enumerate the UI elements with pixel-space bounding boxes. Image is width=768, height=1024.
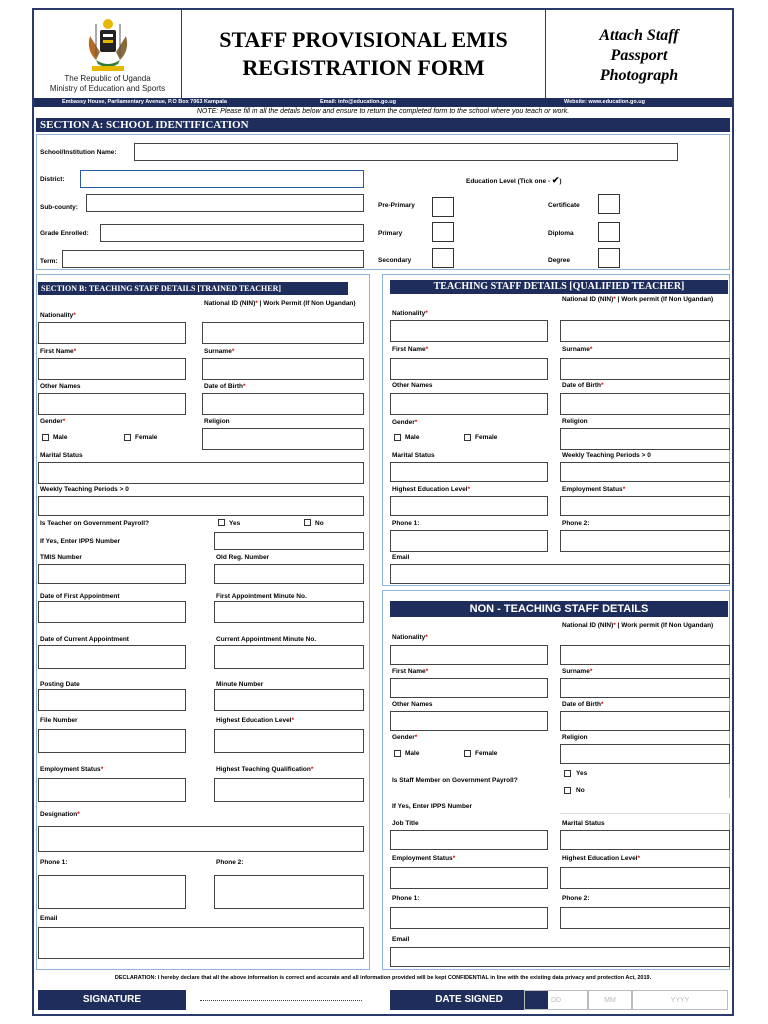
coat-of-arms-icon	[82, 16, 134, 74]
b-highest-edu-text: Highest Education Level	[216, 717, 292, 724]
b-old-reg-field[interactable]	[214, 564, 364, 584]
b-marital-field[interactable]	[38, 462, 364, 484]
b-current-appt-min-label: Current Appointment Minute No.	[216, 636, 317, 643]
q-male-label: Male	[405, 434, 420, 441]
b-employment-text: Employment Status	[40, 766, 101, 773]
b-first-name-required: *	[73, 348, 77, 355]
b-nationality-text: Nationality	[40, 312, 74, 319]
b-gender-text: Gender	[40, 418, 63, 425]
section-b-title: SECTION B: TEACHING STAFF DETAILS [TRAINED TEACHER]	[38, 282, 348, 295]
n-nin-text: National ID (NIN)	[562, 622, 614, 629]
n-payroll-label: Is Staff Member on Government Payroll?	[392, 777, 518, 784]
b-first-appt-field[interactable]	[38, 601, 186, 623]
b-female-label: Female	[135, 434, 158, 441]
n-other-names-field[interactable]	[390, 711, 548, 731]
b-highest-edu-required: *	[291, 717, 295, 724]
header-logo-block	[34, 10, 182, 98]
n-employment-field[interactable]	[390, 867, 548, 889]
b-male-checkbox[interactable]	[42, 434, 49, 441]
n-phone2-label: Phone 2:	[562, 895, 590, 902]
q-nin-label	[562, 296, 722, 304]
section-a-title: SECTION A: SCHOOL IDENTIFICATION	[36, 118, 730, 132]
ministry-name	[34, 74, 181, 94]
n-male-checkbox[interactable]	[394, 750, 401, 757]
date-year-field[interactable]: YYYY	[632, 990, 728, 1010]
b-nin-required: *	[255, 300, 258, 307]
b-surname-required: *	[231, 348, 235, 355]
n-first-name-field[interactable]	[390, 678, 548, 698]
b-employment-field[interactable]	[38, 778, 186, 802]
degree-label: Degree	[548, 257, 571, 264]
b-dob-text: Date of Birth	[204, 383, 243, 390]
n-nin-required: *	[613, 622, 616, 629]
secondary-label: Secondary	[378, 257, 412, 264]
education-level-text: Education Level (Tick one -	[466, 178, 551, 185]
q-first-name-text: First Name	[392, 346, 426, 353]
n-payroll-no-checkbox[interactable]	[564, 787, 571, 794]
date-signed-label: DATE SIGNED	[390, 990, 548, 1010]
primary-checkbox[interactable]	[432, 222, 454, 242]
q-surname-required: *	[589, 346, 593, 353]
q-email-label: Email	[392, 554, 410, 561]
photo-line-1: Attach Staff	[599, 27, 679, 44]
n-female-label: Female	[475, 750, 498, 757]
q-first-name-field[interactable]	[390, 358, 548, 380]
n-highest-edu-text: Highest Education Level	[562, 855, 638, 862]
q-weekly-field[interactable]	[560, 462, 730, 482]
q-email-field[interactable]	[390, 564, 730, 584]
q-female-label: Female	[475, 434, 498, 441]
q-marital-label: Marital Status	[392, 452, 435, 459]
q-dob-field[interactable]	[560, 393, 730, 415]
q-nationality-required: *	[425, 310, 428, 317]
qualified-title: TEACHING STAFF DETAILS [QUALIFIED TEACHER]	[390, 280, 728, 294]
n-dob-text: Date of Birth	[562, 701, 601, 708]
b-weekly-field[interactable]	[38, 496, 364, 516]
instruction-note: NOTE: Please fill in all the details below and ensure to return the completed form to the school where you teach or work.	[196, 108, 570, 115]
b-designation-label	[40, 811, 80, 819]
b-highest-edu-field[interactable]	[214, 729, 364, 753]
q-highest-edu-field[interactable]	[390, 496, 548, 516]
n-payroll-yes-label: Yes	[576, 770, 588, 777]
q-highest-edu-label	[392, 486, 470, 494]
b-nin-suffix: | Work Permit (If Non Ugandan)	[257, 300, 356, 307]
b-posting-field[interactable]	[38, 689, 186, 711]
q-female-checkbox[interactable]	[464, 434, 471, 441]
grade-label: Grade Enrolled:	[40, 230, 89, 237]
school-name-label: School/Institution Name:	[40, 149, 117, 156]
pre-primary-checkbox[interactable]	[432, 197, 454, 217]
secondary-checkbox[interactable]	[432, 248, 454, 268]
n-nin-label	[562, 622, 722, 630]
q-surname-label	[562, 346, 592, 354]
b-designation-required: *	[77, 811, 80, 818]
certificate-checkbox[interactable]	[598, 194, 620, 214]
b-tmis-label: TMIS Number	[40, 554, 82, 561]
q-phone2-label: Phone 2:	[562, 520, 590, 527]
q-employment-label	[562, 486, 625, 494]
term-label: Term:	[40, 258, 58, 265]
date-month-field[interactable]: MM	[588, 990, 632, 1010]
n-phone2-field[interactable]	[560, 907, 730, 929]
q-first-name-required: *	[425, 346, 429, 353]
b-nin-label	[204, 300, 364, 308]
b-highest-edu-label	[216, 717, 294, 725]
b-gender-label	[40, 418, 65, 426]
b-posting-label: Posting Date	[40, 681, 80, 688]
b-email-label: Email	[40, 915, 58, 922]
n-surname-required: *	[589, 668, 593, 675]
org-line-1: The Republic of Uganda	[64, 74, 151, 83]
b-phone2-field[interactable]	[214, 875, 364, 909]
website-text: Website: www.education.go.ug	[564, 99, 645, 105]
b-highest-teach-field[interactable]	[214, 778, 364, 802]
b-religion-label: Religion	[204, 418, 230, 425]
n-phone1-field[interactable]	[390, 907, 548, 929]
n-email-field[interactable]	[390, 947, 730, 967]
pre-primary-label: Pre-Primary	[378, 202, 415, 209]
q-religion-field[interactable]	[560, 428, 730, 450]
n-religion-label: Religion	[562, 734, 588, 741]
n-surname-field[interactable]	[560, 678, 730, 698]
b-file-no-label: File Number	[40, 717, 78, 724]
education-level-label	[466, 176, 562, 186]
b-designation-field[interactable]	[38, 826, 364, 852]
b-file-no-field[interactable]	[38, 729, 186, 753]
n-employment-required: *	[452, 855, 456, 862]
b-religion-field[interactable]	[202, 428, 364, 450]
address-text: Embassy House, Parliamentary Avenue, P.O Box 7063 Kampala	[62, 99, 227, 105]
b-minute-label: Minute Number	[216, 681, 264, 688]
b-nin-text: National ID (NIN)	[204, 300, 256, 307]
b-phone1-field[interactable]	[38, 875, 186, 909]
b-weekly-label: Weekly Teaching Periods > 0	[40, 486, 129, 493]
q-phone2-field[interactable]	[560, 530, 730, 552]
b-first-name-field[interactable]	[38, 358, 186, 380]
n-job-title-label: Job Title	[392, 820, 419, 827]
q-other-names-field[interactable]	[390, 393, 548, 415]
school-name-field[interactable]	[134, 143, 678, 161]
b-phone1-label: Phone 1:	[40, 859, 68, 866]
q-nationality-text: Nationality	[392, 310, 426, 317]
b-ipps-label: If Yes, Enter IPPS Number	[40, 538, 121, 545]
subcounty-label: Sub-county:	[40, 204, 78, 211]
q-surname-field[interactable]	[560, 358, 730, 380]
b-phone2-label: Phone 2:	[216, 859, 244, 866]
n-gender-text: Gender	[392, 734, 415, 741]
b-dob-field[interactable]	[202, 393, 364, 415]
title-line-1: STAFF PROVISIONAL EMIS	[219, 27, 508, 52]
title-line-2: REGISTRATION FORM	[242, 55, 485, 80]
b-surname-field[interactable]	[202, 358, 364, 380]
certificate-label: Certificate	[548, 202, 580, 209]
n-male-label: Male	[405, 750, 420, 757]
b-highest-teach-required: *	[310, 766, 314, 773]
n-gender-label	[392, 734, 417, 742]
b-first-appt-min-field[interactable]	[214, 601, 364, 623]
n-first-name-required: *	[425, 668, 429, 675]
q-male-checkbox[interactable]	[394, 434, 401, 441]
b-female-checkbox[interactable]	[124, 434, 131, 441]
check-mark-icon: ✔	[551, 175, 560, 185]
q-other-names-label: Other Names	[392, 382, 433, 389]
b-ipps-field[interactable]	[214, 532, 364, 550]
n-employment-text: Employment Status	[392, 855, 453, 862]
n-surname-text: Surname	[562, 668, 590, 675]
q-gender-required: *	[414, 419, 418, 426]
n-job-title-field[interactable]	[390, 830, 548, 850]
degree-checkbox[interactable]	[598, 248, 620, 268]
b-payroll-yes-checkbox[interactable]	[218, 519, 225, 526]
b-tmis-field[interactable]	[38, 564, 186, 584]
n-ipps-label: If Yes, Enter IPPS Number	[392, 803, 473, 810]
photo-box[interactable]	[546, 10, 732, 98]
district-field[interactable]	[80, 170, 364, 188]
b-payroll-yes-label: Yes	[229, 520, 241, 527]
n-first-name-label	[392, 668, 428, 676]
n-first-name-text: First Name	[392, 668, 426, 675]
q-employment-text: Employment Status	[562, 486, 623, 493]
diploma-label: Diploma	[548, 230, 574, 237]
n-payroll-no-label: No	[576, 787, 585, 794]
b-dob-required: *	[243, 383, 246, 390]
b-highest-teach-text: Highest Teaching Qualification	[216, 766, 311, 773]
n-phone1-label: Phone 1:	[392, 895, 420, 902]
q-employment-field[interactable]	[560, 496, 730, 516]
n-nin-field[interactable]	[560, 645, 730, 665]
n-dob-field[interactable]	[560, 711, 730, 731]
b-surname-label	[204, 348, 234, 356]
b-first-appt-label: Date of First Appointment	[40, 593, 120, 600]
photo-line-2: Passport	[610, 47, 668, 64]
b-nationality-field[interactable]	[38, 322, 186, 344]
n-gender-required: *	[414, 734, 418, 741]
photo-line-3: Photograph	[599, 67, 679, 84]
n-nationality-field[interactable]	[390, 645, 548, 665]
b-other-names-field[interactable]	[38, 393, 186, 415]
education-level-close: )	[559, 178, 562, 185]
b-male-label: Male	[53, 434, 68, 441]
n-highest-edu-label	[562, 855, 640, 863]
b-old-reg-label: Old Reg. Number	[216, 554, 270, 561]
q-gender-label	[392, 419, 417, 427]
b-email-field[interactable]	[38, 927, 364, 959]
q-nationality-field[interactable]	[390, 320, 548, 342]
n-dob-required: *	[601, 701, 604, 708]
q-gender-text: Gender	[392, 419, 415, 426]
b-highest-teach-label	[216, 766, 313, 774]
b-minute-field[interactable]	[214, 689, 364, 711]
b-dob-label	[204, 383, 246, 391]
n-female-checkbox[interactable]	[464, 750, 471, 757]
q-dob-label	[562, 382, 604, 390]
form-title	[182, 10, 546, 98]
b-payroll-no-checkbox[interactable]	[304, 519, 311, 526]
subcounty-field[interactable]	[86, 194, 364, 212]
n-other-names-label: Other Names	[392, 701, 433, 708]
b-designation-text: Designation	[40, 811, 78, 818]
date-day-field[interactable]: DD	[524, 990, 588, 1010]
q-dob-text: Date of Birth	[562, 382, 601, 389]
term-field[interactable]	[62, 250, 364, 268]
n-highest-edu-field[interactable]	[560, 867, 730, 889]
n-surname-label	[562, 668, 592, 676]
q-first-name-label	[392, 346, 428, 354]
n-employment-label	[392, 855, 455, 863]
primary-label: Primary	[378, 230, 403, 237]
org-line-2: Ministry of Education and Sports	[49, 84, 166, 93]
q-surname-text: Surname	[562, 346, 590, 353]
q-employment-required: *	[622, 486, 626, 493]
q-weekly-label: Weekly Teaching Periods > 0	[562, 452, 651, 459]
b-nationality-required: *	[73, 312, 76, 319]
b-employment-label	[40, 766, 103, 774]
b-first-appt-min-label: First Appointment Minute No.	[216, 593, 307, 600]
n-religion-field[interactable]	[560, 744, 730, 764]
n-email-label: Email	[392, 936, 410, 943]
b-current-appt-min-field[interactable]	[214, 645, 364, 669]
b-payroll-no-label: No	[315, 520, 324, 527]
n-nin-suffix: | Work permit (If Non Ugandan)	[615, 622, 714, 629]
q-nin-text: National ID (NIN)	[562, 296, 614, 303]
n-nationality-label	[392, 634, 428, 642]
b-other-names-label: Other Names	[40, 383, 81, 390]
q-phone1-label: Phone 1:	[392, 520, 420, 527]
non-teaching-title: NON - TEACHING STAFF DETAILS	[390, 601, 728, 617]
n-highest-edu-required: *	[637, 855, 641, 862]
diploma-checkbox[interactable]	[598, 222, 620, 242]
n-ipps-field[interactable]	[560, 798, 730, 814]
q-highest-edu-required: *	[467, 486, 471, 493]
q-nin-required: *	[613, 296, 616, 303]
b-nin-field[interactable]	[202, 322, 364, 344]
q-dob-required: *	[601, 382, 604, 389]
q-phone1-field[interactable]	[390, 530, 548, 552]
b-current-appt-label: Date of Current Appointment	[40, 636, 129, 643]
n-dob-label	[562, 701, 604, 709]
declaration-text: DECLARATION: I hereby declare that all the above information is correct and accurate and all information provided will be kept CONFIDENTIAL in line with the existing data privacy and protection Act, 2019.	[114, 975, 652, 981]
q-marital-field[interactable]	[390, 462, 548, 482]
q-religion-label: Religion	[562, 418, 588, 425]
q-highest-edu-text: Highest Education Level	[392, 486, 468, 493]
b-payroll-label: Is Teacher on Government Payroll?	[40, 520, 149, 527]
q-nin-suffix: | Work permit (If Non Ugandan)	[615, 296, 714, 303]
district-label: District:	[40, 176, 65, 183]
b-employment-required: *	[100, 766, 104, 773]
b-marital-label: Marital Status	[40, 452, 83, 459]
q-nationality-label	[392, 310, 428, 318]
email-text: Email: info@education.go.ug	[320, 99, 396, 105]
b-first-name-text: First Name	[40, 348, 74, 355]
b-current-appt-field[interactable]	[38, 645, 186, 669]
b-surname-text: Surname	[204, 348, 232, 355]
q-nin-field[interactable]	[560, 320, 730, 342]
contact-bar	[34, 98, 732, 107]
b-gender-required: *	[62, 418, 66, 425]
b-first-name-label	[40, 348, 76, 356]
signature-label: SIGNATURE	[38, 990, 186, 1010]
signature-line[interactable]	[200, 1000, 362, 1001]
n-nationality-text: Nationality	[392, 634, 426, 641]
b-nationality-label	[40, 312, 76, 320]
n-payroll-yes-checkbox[interactable]	[564, 770, 571, 777]
n-nationality-required: *	[425, 634, 428, 641]
n-marital-field[interactable]	[560, 830, 730, 850]
grade-field[interactable]	[100, 224, 364, 242]
n-marital-label: Marital Status	[562, 820, 605, 827]
